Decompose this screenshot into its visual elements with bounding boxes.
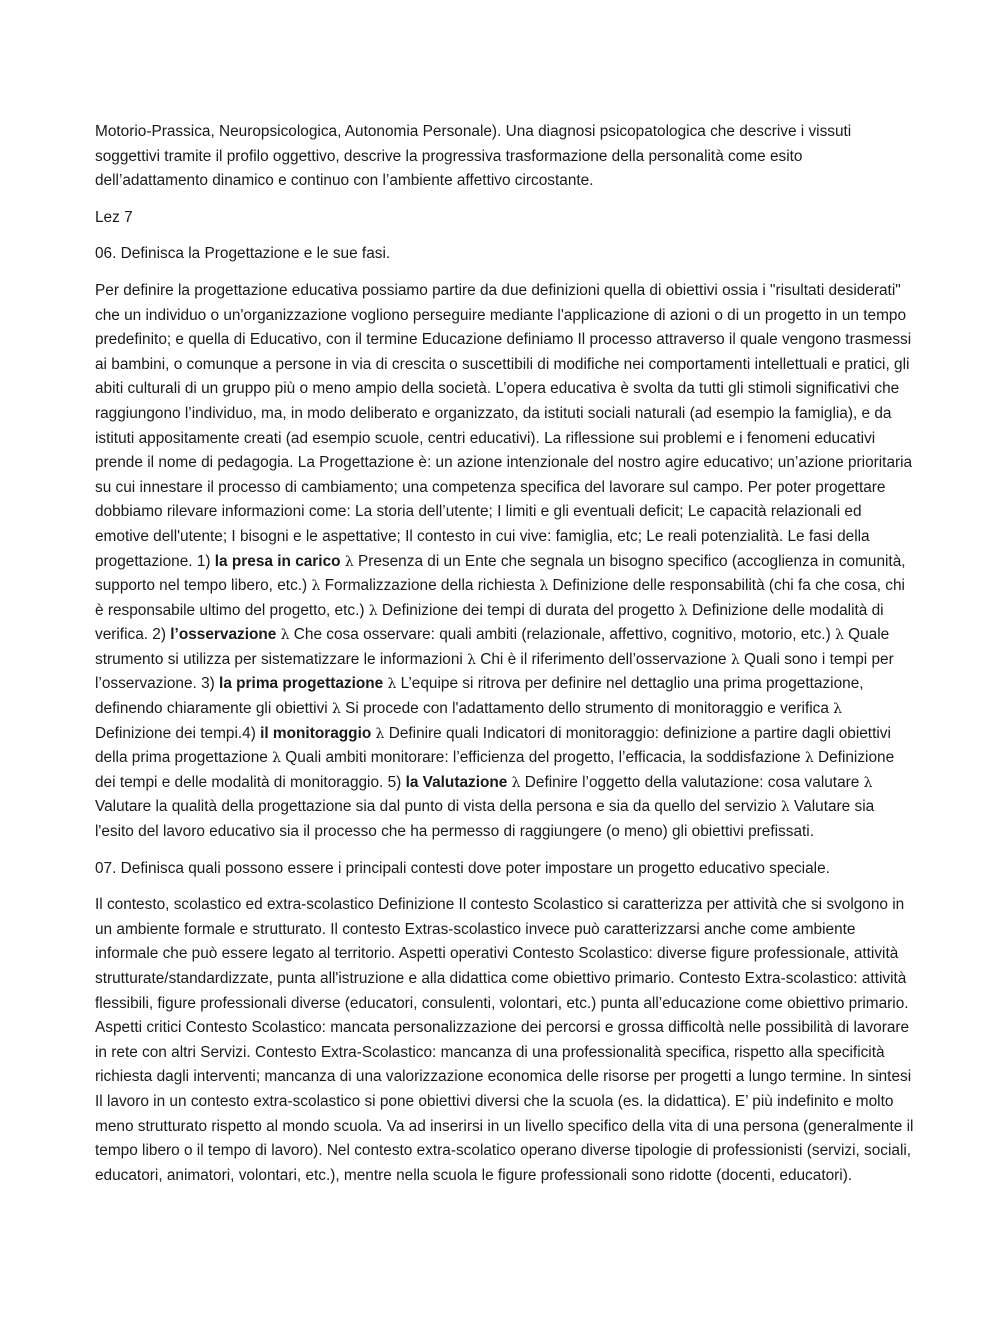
phase-1-title: la presa in carico: [214, 552, 341, 570]
answer-07: Il contesto, scolastico ed extra-scolastico Definizione Il contesto Scolastico si caratterizza per attività che si svolgono in un ambiente formale e strutturato. Il contesto Extras-scolastico invece può caratterizzarsi anche come ambiente informale che può essere legato al territorio. Aspetti operativi Contesto Scolastico: diverse figure professionale, attività strutturate/standardizzate, punta all'istruzione e alla didattica come obiettivo primario. Contesto Extra-scolastico: attività flessibili, figure professionali diverse (educatori, consulenti, volontari, etc.) punta all’educazione come obiettivo primario. Aspetti critici Contesto Scolastico: mancata personalizzazione dei percorsi e grossa difficoltà nelle possibilità di lavorare in rete con altri Servizi. Contesto Extra-Scolastico: mancanza di una professionalità specifica, rispetto alla specificità richiesta dagli interventi; mancanza di una valorizzazione economica delle risorse per progetti a lungo termine. In sintesi Il lavoro in un contesto extra-scolastico si pone obiettivi diversi che la scuola (es. la didattica). E’ più indefinito e molto meno strutturato rispetto al mondo scuola. Va ad inserirsi in un livello specifico della vita di una persona (generalmente il tempo libero o il tempo di lavoro). Nel contesto extra-scolatico operano diverse tipologie di professionisti (servizi, sociali, educatori, animatori, volontari, etc.), mentre nella scuola le figure professionali sono ridotte (docenti, educatori).: [95, 896, 914, 1184]
answer-06: Per definire la progettazione educativa possiamo partire da due definizioni quella di obiettivi ossia i "risultati desiderati" che un individuo o un'organizzazione vogliono perseguire mediante l'applicazione di azioni o di un progetto in un tempo predefinito; e quella di Educativo, con il termine Educazione definiamo Il processo attraverso il quale vengono trasmessi ai bambini, o comunque a persone in via di crescita o suscettibili di modifiche nei comportamenti intellettuali e pratici, gli abiti culturali di un gruppo più o meno ampio della società. L’opera educativa è svolta da tutti gli stimoli significativi che raggiungono l’individuo, ma, in modo deliberato e organizzato, da istituti sociali naturali (ad esempio la famiglia), e da istituti appositamente creati (ad esempio scuole, centri educativi). La riflessione sui problemi e i fenomeni educativi prende il nome di pedagogia. La Progettazione è: un azione intenzionale del nostro agire educativo; un’azione prioritaria su cui innestare il processo di cambiamento; una competenza specifica del lavorare sul campo. Per poter progettare dobbiamo rilevare informazioni come: La storia dell’utente; I limiti e gli eventuali deficit; Le capacità relazionali ed emotive dell'utente; I bisogni e le aspettative; Il contesto in cui vive: famiglia, etc; Le reali potenzialità. Le fasi della progettazione. 1) la presa in carico λ Presenza di un Ente che segnala un bisogno specifico (accoglienza in comunità, supporto nel tempo libero, etc.) λ Formalizzazione della richiesta λ Definizione delle responsabilità (chi fa che cosa, chi è responsabile ultimo del progetto, etc.) λ Definizione dei tempi di durata del progetto λ Definizione delle modalità di verifica. 2) l’osservazione λ Che cosa osservare: quali ambiti (relazionale, affettivo, cognitivo, motorio, etc.) λ Quale strumento si utilizza per sistematizzare le informazioni λ Chi è il riferimento dell’osservazione λ Quali sono i tempi per l’osservazione. 3) la prima progettazione λ L’equipe si ritrova per definire nel dettaglio una prima progettazione, definendo chiaramente gli obiettivi λ Si procede con l'adattamento dello strumento di monitoraggio e verifica λ Definizione dei tempi.4) il monitoraggio λ Definire quali Indicatori di monitoraggio: definizione a partire dagli obiettivi della prima progettazione λ Quali ambiti monitorare: l’efficienza del progetto, l’efficacia, la soddisfazione λ Definizione dei tempi e delle modalità di monitoraggio. 5) la Valutazione λ Definire l’oggetto della valutazione: cosa valutare λ Valutare la qualità della progettazione sia dal punto di vista della persona e sia da quello del servizio λ Valutare sia l'esito del lavoro educativo sia il processo che ha permesso di raggiungere (o meno) gli obiettivi prefissati.: [95, 281, 913, 841]
lambda-bullet: λ: [311, 578, 321, 595]
phase-2-title: l’osservazione: [170, 626, 277, 644]
lambda-bullet: λ: [511, 774, 521, 791]
lambda-bullet: λ: [780, 799, 790, 816]
lambda-bullet: λ: [678, 602, 688, 619]
question-07: 07. Definisca quali possono essere i principali contesti dove poter impostare un progetto educativo speciale.: [95, 859, 830, 877]
lambda-bullet: λ: [730, 651, 740, 668]
lambda-bullet: λ: [344, 553, 354, 570]
lambda-bullet: λ: [280, 627, 290, 644]
document-page: [95, 120, 915, 1200]
lambda-bullet: λ: [387, 676, 397, 693]
lambda-bullet: λ: [375, 725, 385, 742]
question-06: 06. Definisca la Progettazione e le sue fasi.: [95, 245, 391, 263]
lambda-bullet: λ: [368, 602, 378, 619]
lambda-bullet: λ: [539, 578, 549, 595]
intro-paragraph: Motorio-Prassica, Neuropsicologica, Autonomia Personale). Una diagnosi psicopatologica che descrive i vissuti soggettivi tramite il profilo oggettivo, descrive la progressiva trasformazione della personalità come esito dell’adattamento dinamico e continuo con l’ambiente affettivo circostante.: [95, 123, 852, 190]
phase-5-title: la Valutazione: [405, 773, 508, 791]
lambda-bullet: λ: [863, 774, 873, 791]
lambda-bullet: λ: [834, 627, 844, 644]
lesson-label: Lez 7: [95, 208, 133, 226]
lambda-bullet: λ: [332, 701, 341, 718]
lambda-bullet: λ: [272, 750, 281, 767]
lambda-bullet: λ: [804, 750, 814, 767]
phase-4-title: il monitoraggio: [260, 724, 372, 742]
phase-3-title: la prima progettazione: [219, 675, 384, 693]
lambda-bullet: λ: [833, 701, 843, 718]
lambda-bullet: λ: [467, 651, 476, 668]
